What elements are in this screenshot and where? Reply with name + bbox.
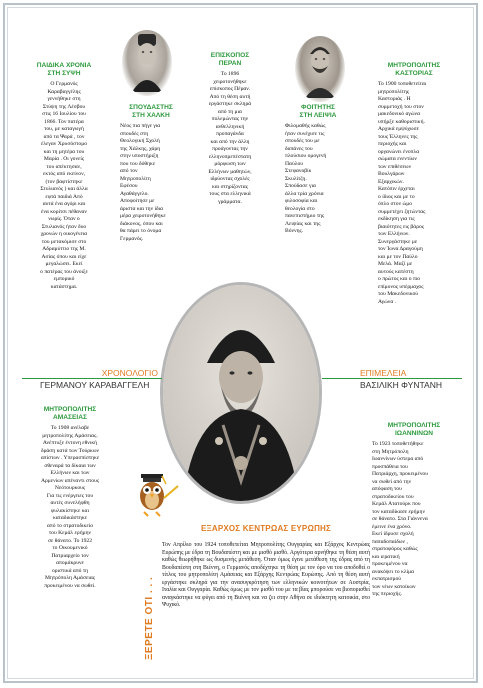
owl-graduate-illustration [134,470,180,522]
label-editor-name: ΒΑΣΙΛΙΚΗ ΦΥΝΤΑΝΗ [360,380,442,390]
text-ioannina: Το 1923 τοποθετήθηκε στη Μητρόπολη Ιωαννίνων ύστερα από προσπάθεια του Πατριάρχη, προκειμένου να σωθεί από την απόφαση του στρατοδικείου του Κεμάλ Ατατούρκ που τον καταδίκασε ερήμην σε θάνατο. Στα Γιάννενα έμεινε ένα χρόνο. Εκεί ίδρυσε σχολή παπαδοπαίδων , στρατοφόρος καθώς και ιερατική προκειμένου να ανακόψει το κλίμα εκπατρισμού των νέων κατοίκων της περιοχής. [372,441,428,597]
section-leipzig [285,104,351,236]
label-editing: ΕΠΙΜΕΛΕΙΑ [360,368,407,378]
label-subject-name: ΓΕΡΜΑΝΟΥ ΚΑΡΑΒΑΓΓΕΛΗ [40,380,150,390]
text-amaseia: Το 1908 ανέλαβε μητροπολίτης Αμάσειας. Ανέπτυξε έντονη εθνική δράση κατά των Τούρκων απίστων . Υπερασπίστηκε σθεναρά τα δίκαια των Ελλήνων και των Αρμενίων απέναντι στους Νεότουρκους Για τις ενέργειες του αυτές συνελήφθη φυλακίστηκε και καταδικάστηκε από το στρατοδικείο του Κεμάλ ερήμην σε θάνατο. Το 1922 το Οικουμενικό Πατριαρχείο τον απομάκρυνε οριστικά από τη Μητρόπολη Αμάσειας προκειμένου να σωθεί. [40,425,100,589]
heading-childhood: ΠΑΙΔΙΚΑ ΧΡΟΝΙΑ ΣΤΗ ΣΥΨΗ [36,62,92,77]
heading-exarch: ΕΞΑΡΧΟΣ ΚΕΝΤΡΩΑΣ ΕΥΡΩΠΗΣ [200,524,332,533]
divider-right [322,378,462,379]
heading-peran: ΕΠΙΣΚΟΠΟΣ ΠΕΡΑΝ [210,52,250,67]
heading-kastoria: ΜΗΤΡΟΠΟΛΙΤΗΣ ΚΑΣΤΟΡΙΑΣ [387,62,441,77]
divider-left [22,378,162,379]
heading-amaseia: ΜΗΤΡΟΠΟΛΙΤΗΣ ΑΜΑΣΕΙΑΣ [43,406,97,421]
text-childhood: Ο Γερμανός Καραβαγγέλης γεννήθηκε στη Στύψη της Λέσβου στις 16 Ιουλίου του 1866. Τον πατέρα του, με καταγωγή από τα Ψαρά , τον έλεγαν Χρυσόστομο και τη μητέρα του Μαρία . Οι γονείς του απέκτησαν, εκτός από εκείνον, (τον βαφτίστηκε Στυλιανός ) και άλλα εφτά παιδιά Από αυτά ένα αγόρι και ένα κορίτσι πέθαναν νωρίς. Όταν ο Στυλιανός ήταν δυο χρονών η οικογένεια του μετακόμισε στο Αδραμύττιο της Μ. Ασίας όπου και είχε μεγαλώσει. Εκεί ο πατέρας του άνοιξε εμπορικό κατάστημα. [40,81,88,290]
portrait-germanos-karavangelis [160,282,322,504]
label-did-you-know: ΞΕΡΕΤΕ ΟΤΙ . . . [144,576,155,660]
text-halki: Νέος πια πήγε για σπουδές στη Θεολογική Σχολή της Χάλκης, χάρη στην υποστήριξη που του δόθηκε από τον Μητροπολίτη Εφέσου Αγαθάγγελο. Αποφοίτησε με άριστα και την ίδια μέρα χειροτονήθηκε διάκονος, όπου και θα πάρει το όνομα Γερμανός. [120,123,166,242]
text-exarch: Τον Απρίλιο του 1924 τοποθετείται Μητροπολίτης Ουγγαρίας και Εξάρχος Κεντρώας Ευρώπης με έδρα τη Βουδαπέστη και με μισθό μισθό. Αργότερα αρνήθηκε τη θέση αυτή καθώς θεωρήθηκε ως δυσμενής μετάθεση. Όταν όμως έγινε μετάθεση της έδρας από τη Βουδαπέστη στη Βιέννη, ο Γερμανός αποδέχτηκε τη θέση με τον όρο να του αποδοθεί ο τίτλος του μητροπολίτη Αμάσειας και Εξάρχης Κεντρώας Ευρώπης. Από τη θέση αυτή εργάστηκε σκληρά για την ανασυγκρότηση των ελληνικών κοινοτήτων σε Αυστρία, Ιταλία και Ουγγαρία. Καθώς όμως με τον μισθό του με τα βίας μπορούσε να βιοπορισθεί αναγκάστηκε να φύγει από τη Βιέννη και να ζει στην Αθήνα σε ιδιόκτητη κατοικία, στο Ψυχικό. [162,542,370,608]
text-peran: Το 1896 χειροτονήθηκε επίσκοπος Πέραν. Από τη θέση αυτή εργάστηκε σκληρά από τη μια πολεμώντας την ανθελληνική προπαγάνδα και από την άλλη προάγοντας την ελληνοπρεπέστατη μόρφωση των Ελλήνων μαθητών, ιδρύοντας σχολές και στηρίζοντας τους στα ελληνικά γράμματα. [208,71,252,205]
section-ioannina [366,422,462,599]
text-kastoria: Το 1900 τοποθετείται μητροπολίτης Καστοριάς . Η συμμετοχή του στον μακεδονικό αγώνα υπήρξε καθοριστική. Αρχικά εμψύχωσε τους Έλληνες της περιοχής και οργανώνει ένοπλα σώματα ενεντίων των επιθέσεων Βουλγάρων Εξαρχικών. Κατόπιν έρχεται ο ίδιος και με το όπλο στον ώμο συμμετέχει ζητώντας εκδίκηση για τις βιαιότητες εις βάρος των Ελλήνων. Συνεργάστηκε με τον Ίωνα Δραγούμη και με τον Παύλο Μελά. Μαζί με αυτούς κατέστη ο πρώτος και ο πιο επίμονος υπέρμαχος του Μακεδονικού Αγώνα . [378,81,427,305]
heading-ioannina: ΜΗΤΡΟΠΟΛΙΤΗΣ ΙΩΑΝΝΙΝΩΝ [387,422,441,437]
section-childhood [22,62,106,291]
section-exarch [162,524,370,610]
text-leipzig: Φιλομαθής καθώς ήταν συνέχισε τις σπουδές του με δαπάνες του πλούσιου ομογενή Παύλου Στεφανοβίκ Σκυλίτζη. Σπούδασε για άλλα τρία χρόνια φιλοσοφία και θεολογία στο πανεπιστήμιο της Λειψίας και της Βόννης. [285,123,327,234]
heading-halki: ΣΠΟΥΔΑΣΤΗΣ ΣΤΗ ΧΑΛΚΗ [129,104,173,119]
heading-leipzig: ΦΟΙΤΗΤΗΣ ΣΤΗ ΛΕΙΨΙΑ [299,104,337,119]
section-peran [190,52,270,206]
section-amaseia [22,406,118,590]
section-halki [120,104,182,243]
label-chronology: ΧΡΟΝΟΛΟΓΙΟ [101,368,158,378]
portrait-young-man [295,36,345,102]
section-kastoria [364,62,464,306]
portrait-young-priest [122,30,172,96]
